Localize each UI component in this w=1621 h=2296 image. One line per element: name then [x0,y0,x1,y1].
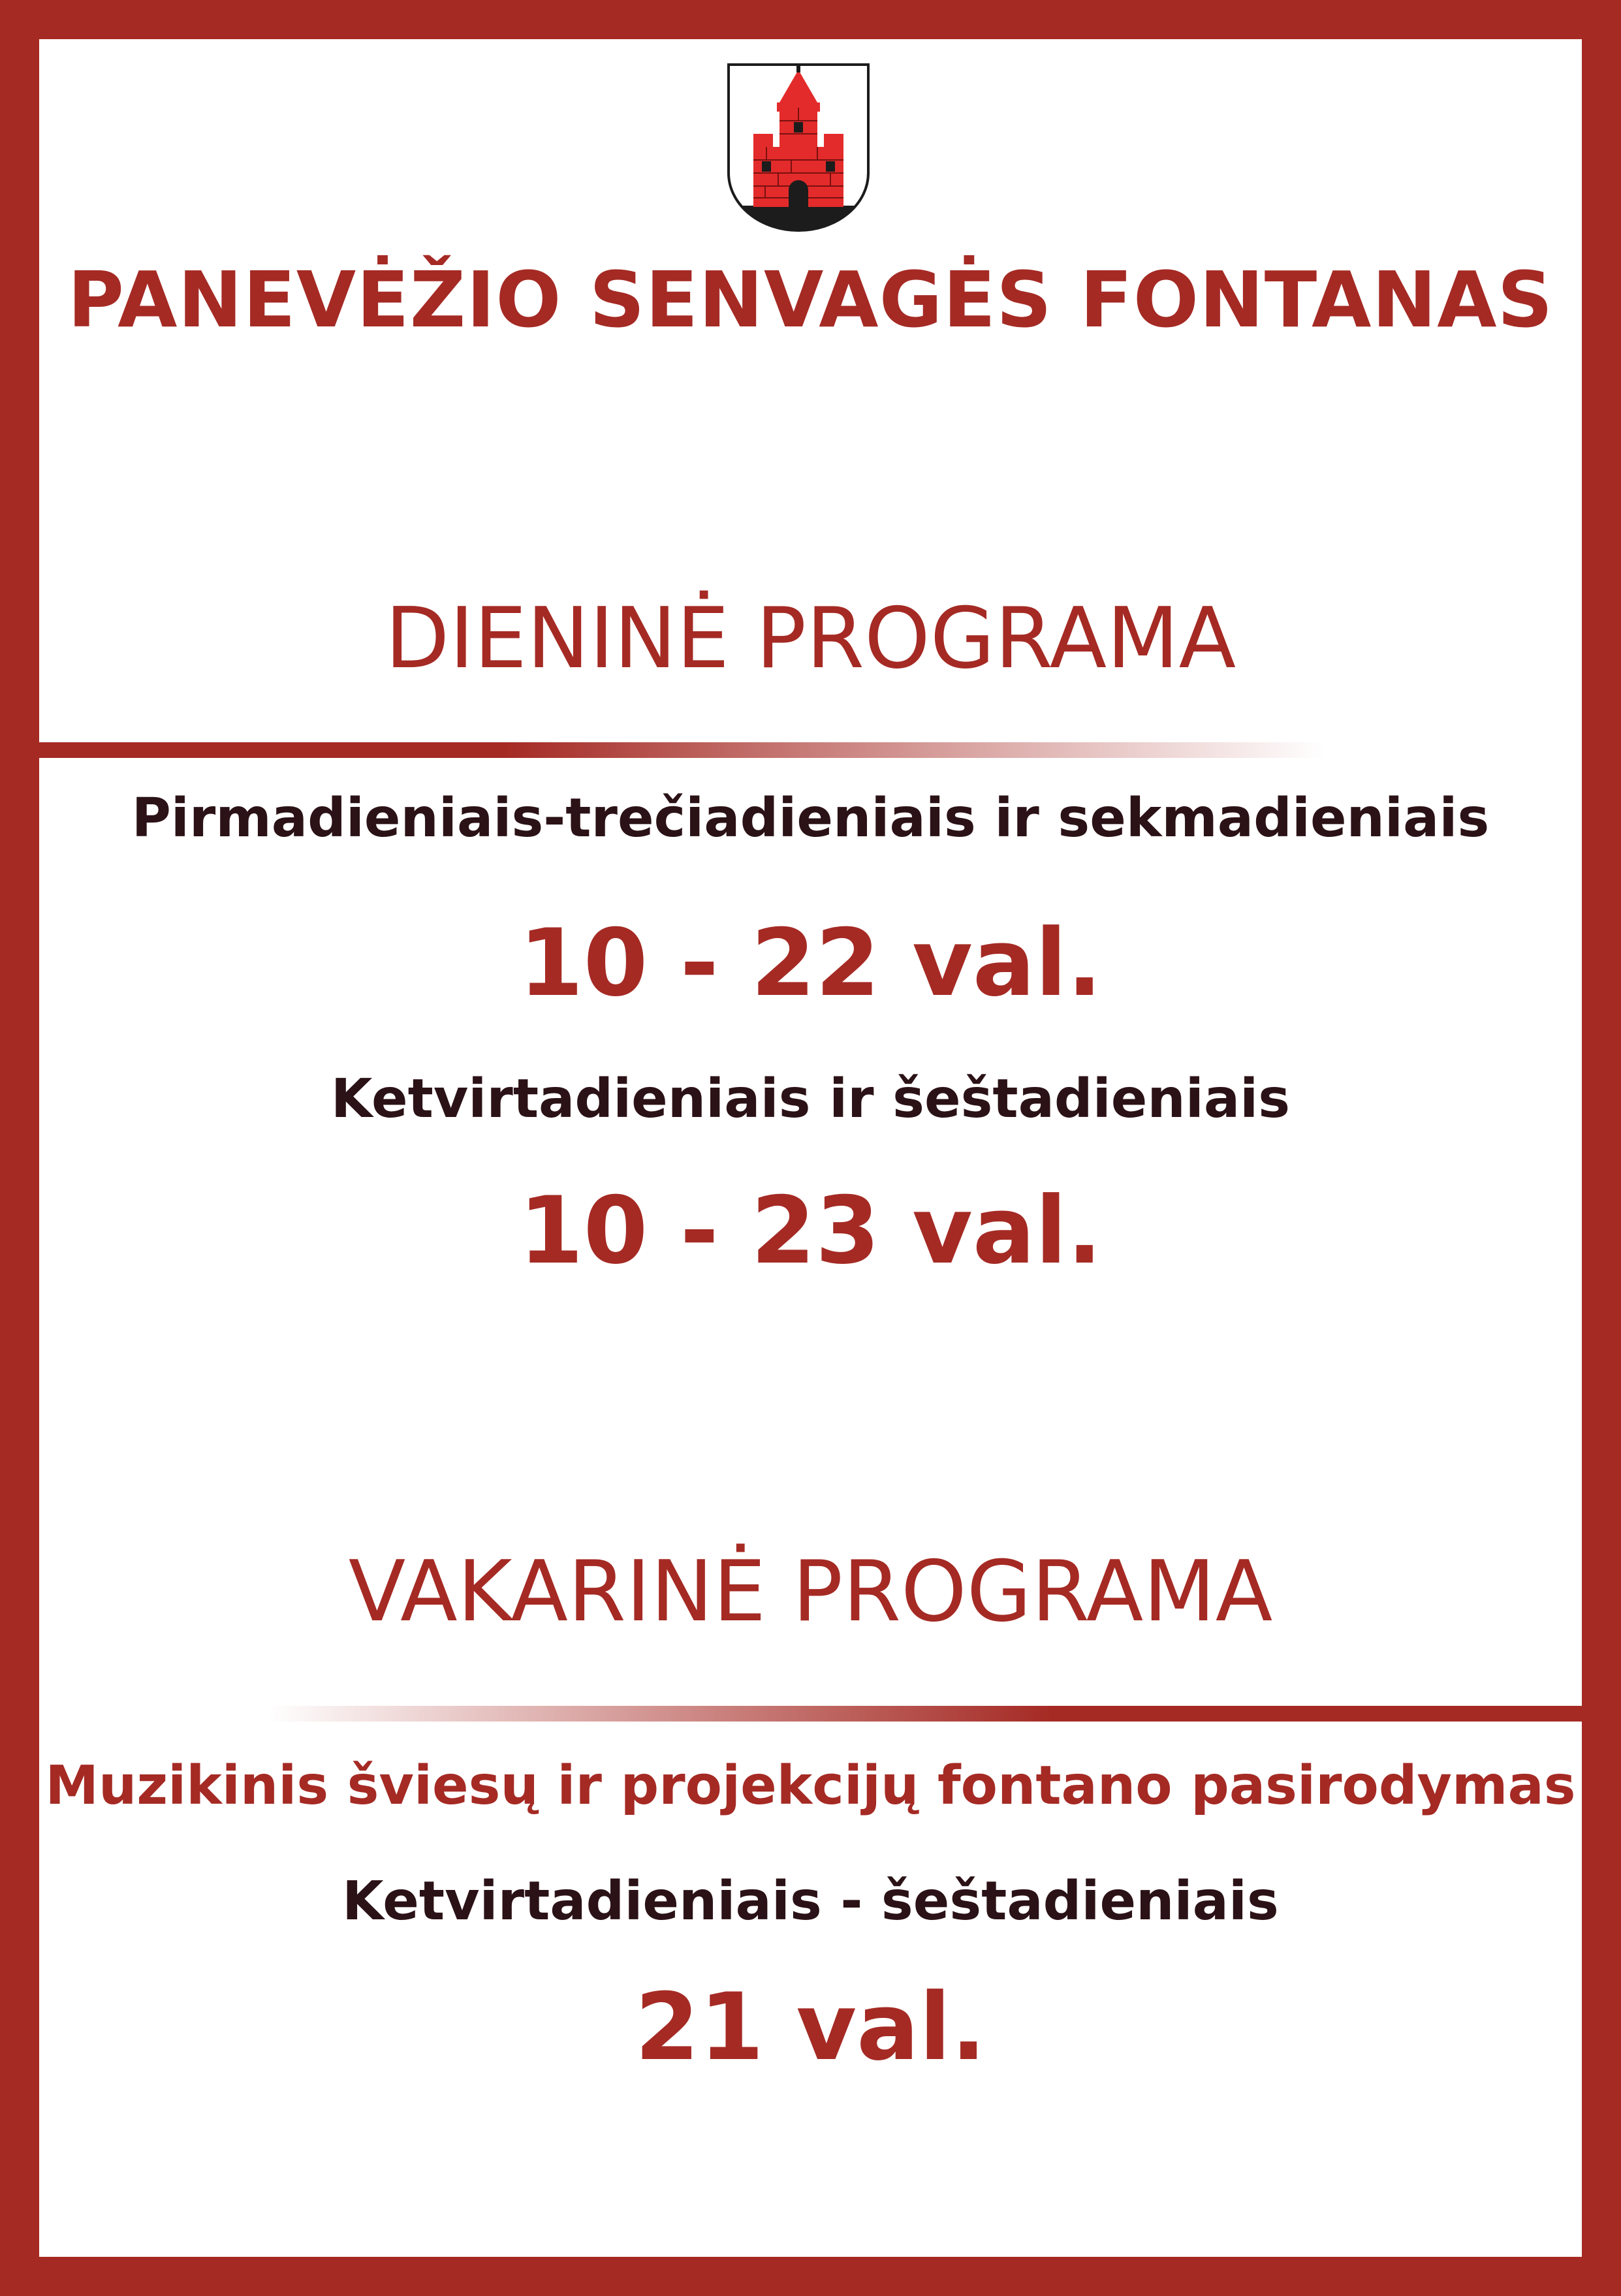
evening-show-description: Muzikinis šviesų ir projekcijų fontano pasirodymas [45,1755,1576,1817]
evening-days: Ketvirtadieniais - šeštadieniais [342,1870,1279,1932]
day-schedule-days-2: Ketvirtadieniais ir šeštadieniais [330,1068,1291,1130]
day-schedule-hours-2: 10 - 23 val. [518,1177,1103,1285]
day-schedule-hours-1: 10 - 22 val. [518,909,1103,1017]
coat-of-arms-logo [726,62,871,233]
day-schedule-days-1: Pirmadieniais-trečiadieniais ir sekmadieniais [131,787,1490,849]
poster-title: PANEVĖŽIO SENVAGĖS FONTANAS [67,255,1554,345]
day-program-heading: DIENINĖ PROGRAMA [385,590,1236,687]
evening-program-heading: VAKARINĖ PROGRAMA [348,1543,1273,1641]
evening-program-divider [268,1706,1621,1722]
day-program-divider [0,742,1325,758]
evening-hours: 21 val. [635,1974,986,2081]
